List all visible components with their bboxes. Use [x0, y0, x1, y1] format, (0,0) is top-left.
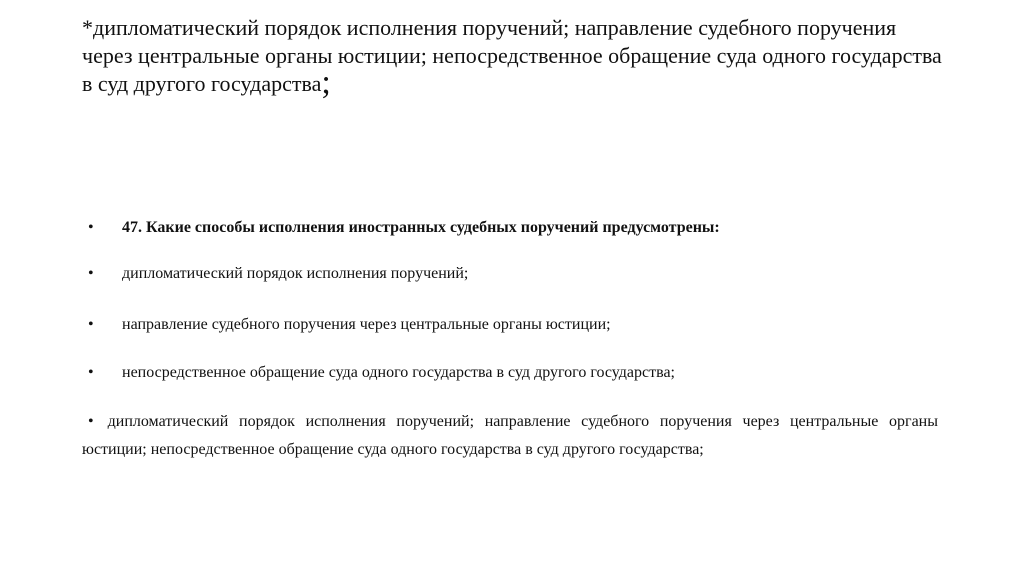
list-item-text: направление судебного поручения через центральные органы юстиции;: [122, 316, 611, 333]
list-item-question: [82, 214, 720, 242]
header-body: *дипломатический порядок исполнения поручений; направление судебного поручения через центральные органы юстиции; непосредственное обращение суда одного государства в суд другого государства: [82, 15, 942, 96]
bullet-icon: •: [88, 316, 94, 333]
list-item-text: непосредственное обращение суда одного государства в суд другого государства;: [122, 364, 675, 381]
list-item: [82, 408, 938, 464]
bullet-icon: •: [88, 265, 94, 282]
list-item: [82, 359, 675, 387]
bullet-icon: •: [88, 413, 94, 430]
bullet-icon: •: [88, 219, 94, 236]
list-item: [82, 260, 468, 288]
header-text: [82, 14, 942, 101]
list-item-text: 47. Какие способы исполнения иностранных судебных поручений предусмотрены:: [122, 219, 720, 236]
bullet-icon: •: [88, 364, 94, 381]
list-item-text: дипломатический порядок исполнения поручений; направление судебного поручения через центральные органы юстиции; непосредственное обращение суда одного государства в суд другого государства;: [82, 413, 938, 458]
list-item: [82, 311, 611, 339]
header-semicolon: ;: [321, 64, 331, 101]
list-item-text: дипломатический порядок исполнения поручений;: [122, 265, 469, 282]
